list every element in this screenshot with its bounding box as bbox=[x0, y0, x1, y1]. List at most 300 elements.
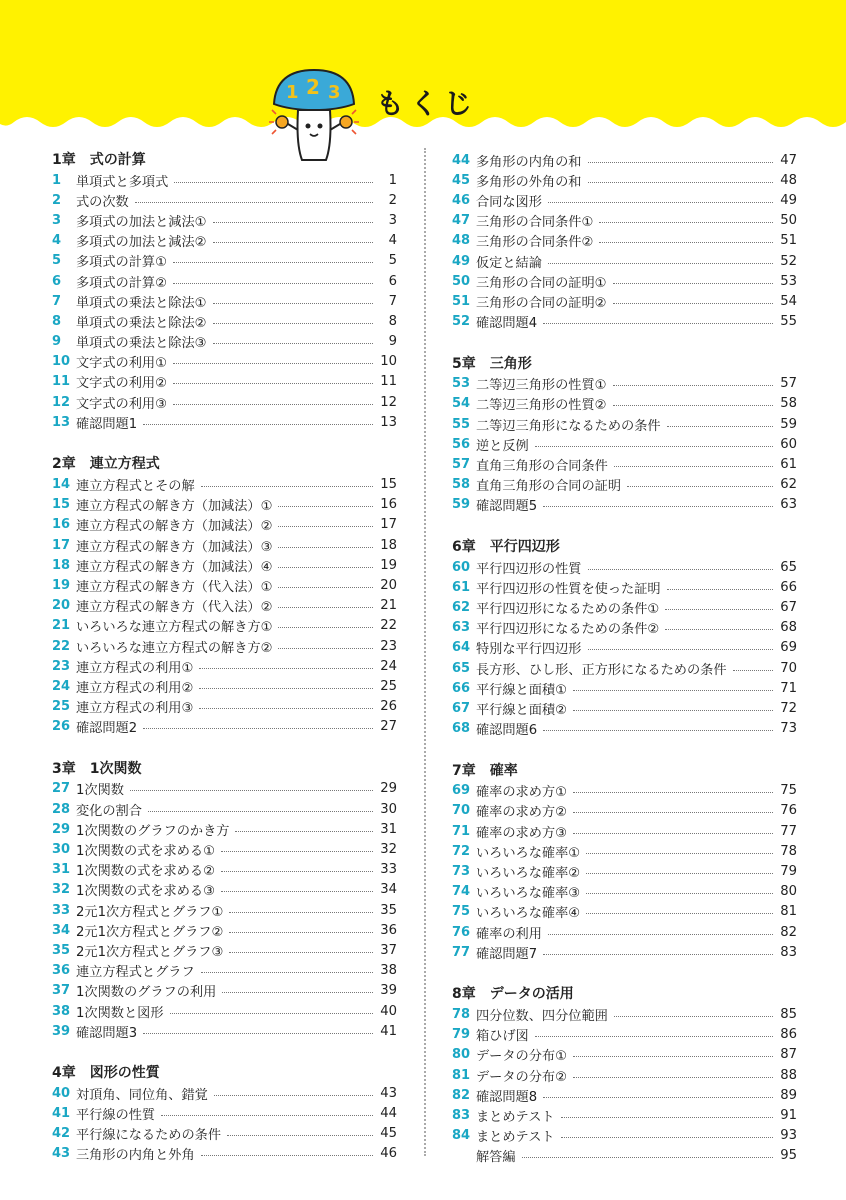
entry-page-number: 19 bbox=[380, 557, 397, 573]
dot-leader bbox=[213, 242, 373, 243]
entry-title: 確率の利用 bbox=[476, 926, 542, 942]
entry-page-number: 75 bbox=[780, 783, 797, 799]
entry-page-number: 45 bbox=[380, 1126, 397, 1142]
entry-page-number: 66 bbox=[780, 579, 797, 595]
toc-entry[interactable] bbox=[52, 779, 397, 799]
entry-title: 連立方程式の解き方（加減法）④ bbox=[76, 559, 273, 575]
entry-title: 確認問題7 bbox=[476, 946, 538, 962]
toc-entry[interactable] bbox=[452, 597, 797, 617]
entry-page-number: 72 bbox=[780, 700, 797, 716]
dot-leader bbox=[143, 1033, 373, 1034]
dot-leader bbox=[173, 383, 373, 384]
toc-entry[interactable] bbox=[452, 1146, 797, 1166]
entry-number: 18 bbox=[52, 557, 71, 573]
entry-page-number: 57 bbox=[780, 376, 797, 392]
toc-entry[interactable] bbox=[452, 271, 797, 291]
dot-leader bbox=[543, 1097, 773, 1098]
entry-page-number: 82 bbox=[780, 924, 797, 940]
toc-entry[interactable] bbox=[52, 210, 397, 230]
entry-page-number: 89 bbox=[780, 1087, 797, 1103]
dot-leader bbox=[573, 710, 773, 711]
entry-page-number: 80 bbox=[780, 884, 797, 900]
entry-number: 80 bbox=[452, 1047, 471, 1063]
toc-entry[interactable] bbox=[452, 1025, 797, 1045]
toc-entry[interactable] bbox=[52, 880, 397, 900]
toc-entry[interactable] bbox=[52, 291, 397, 311]
dot-leader bbox=[614, 466, 773, 467]
toc-entry[interactable] bbox=[452, 211, 797, 231]
dot-leader bbox=[278, 627, 373, 628]
entry-number: 24 bbox=[52, 678, 71, 694]
entry-number: 67 bbox=[452, 700, 471, 716]
dot-leader bbox=[586, 873, 773, 874]
dot-leader bbox=[613, 405, 773, 406]
entry-page-number: 37 bbox=[380, 942, 397, 958]
entry-page-number: 44 bbox=[380, 1106, 397, 1122]
entry-page-number: 33 bbox=[380, 862, 397, 878]
entry-page-number: 1 bbox=[388, 172, 397, 188]
entry-page-number: 3 bbox=[388, 212, 397, 228]
toc-entry[interactable] bbox=[452, 190, 797, 210]
entry-page-number: 61 bbox=[780, 457, 797, 473]
dot-leader bbox=[586, 913, 773, 914]
column-divider bbox=[424, 148, 426, 1156]
entry-page-number: 70 bbox=[780, 660, 797, 676]
toc-entry[interactable] bbox=[52, 392, 397, 412]
entry-number: 45 bbox=[452, 172, 471, 188]
entry-page-number: 60 bbox=[780, 436, 797, 452]
dot-leader bbox=[535, 446, 773, 447]
header-banner bbox=[0, 0, 846, 150]
entry-title: 二等辺三角形になるための条件 bbox=[476, 418, 661, 434]
entry-number: 14 bbox=[52, 477, 71, 493]
toc-entry[interactable] bbox=[52, 1083, 397, 1103]
entry-page-number: 32 bbox=[380, 842, 397, 858]
dot-leader bbox=[221, 871, 373, 872]
svg-text:1: 1 bbox=[286, 82, 299, 103]
entry-number: 61 bbox=[452, 579, 471, 595]
toc-entry[interactable] bbox=[52, 697, 397, 717]
dot-leader bbox=[201, 486, 373, 487]
dot-leader bbox=[613, 385, 773, 386]
toc-entry[interactable] bbox=[52, 575, 397, 595]
entry-number: 34 bbox=[52, 922, 71, 938]
dot-leader bbox=[613, 283, 773, 284]
toc-entry[interactable] bbox=[52, 1144, 397, 1164]
entry-number: 16 bbox=[52, 517, 71, 533]
entry-page-number: 52 bbox=[780, 253, 797, 269]
entry-title: 単項式の乗法と除法③ bbox=[76, 336, 207, 352]
entry-title: 三角形の合同条件② bbox=[476, 235, 594, 251]
entry-number: 48 bbox=[452, 233, 471, 249]
entry-title: 箱ひげ図 bbox=[476, 1029, 529, 1045]
entry-title: 連立方程式の解き方（代入法）① bbox=[76, 579, 273, 595]
entry-number: 56 bbox=[452, 436, 471, 452]
dot-leader bbox=[573, 792, 773, 793]
dot-leader bbox=[278, 587, 373, 588]
entry-title: 1次関数 bbox=[76, 783, 124, 799]
dot-leader bbox=[588, 162, 774, 163]
dot-leader bbox=[213, 323, 373, 324]
toc-entry[interactable] bbox=[452, 434, 797, 454]
entry-title: 連立方程式の利用① bbox=[76, 660, 194, 676]
dot-leader bbox=[174, 182, 373, 183]
dot-leader bbox=[201, 1155, 373, 1156]
entry-page-number: 58 bbox=[780, 396, 797, 412]
entry-title: 多角形の内角の和 bbox=[476, 154, 582, 170]
dot-leader bbox=[161, 1115, 373, 1116]
toc-entry[interactable] bbox=[52, 474, 397, 494]
dot-leader bbox=[613, 303, 773, 304]
entry-number: 66 bbox=[452, 680, 471, 696]
toc-entry[interactable] bbox=[52, 717, 397, 737]
toc-entry[interactable] bbox=[52, 271, 397, 291]
toc-entry[interactable] bbox=[52, 170, 397, 190]
dot-leader bbox=[199, 668, 373, 669]
entry-title: 平行線と面積① bbox=[476, 682, 567, 698]
entry-number: 23 bbox=[52, 658, 71, 674]
section-spacer bbox=[52, 432, 397, 454]
entry-page-number: 81 bbox=[780, 904, 797, 920]
entry-title: 単項式と多項式 bbox=[76, 174, 169, 190]
entry-page-number: 17 bbox=[380, 517, 397, 533]
toc-entry[interactable] bbox=[452, 170, 797, 190]
toc-entry[interactable] bbox=[452, 821, 797, 841]
entry-title: 平行四辺形の性質を使った証明 bbox=[476, 581, 661, 597]
entry-page-number: 7 bbox=[388, 293, 397, 309]
entry-number: 73 bbox=[452, 864, 471, 880]
entry-number: 30 bbox=[52, 842, 71, 858]
toc-entry[interactable] bbox=[52, 1124, 397, 1144]
entry-page-number: 59 bbox=[780, 416, 797, 432]
toc-entry[interactable] bbox=[452, 882, 797, 902]
toc-entry[interactable] bbox=[452, 374, 797, 394]
toc-entry[interactable] bbox=[52, 940, 397, 960]
entry-title: 連立方程式とその解 bbox=[76, 479, 195, 495]
toc-entry[interactable] bbox=[452, 1126, 797, 1146]
entry-page-number: 12 bbox=[380, 394, 397, 410]
entry-number: 10 bbox=[52, 354, 71, 370]
entry-number: 63 bbox=[452, 620, 471, 636]
dot-leader bbox=[543, 323, 773, 324]
entry-page-number: 85 bbox=[780, 1006, 797, 1022]
toc-entry[interactable] bbox=[52, 1021, 397, 1041]
dot-leader bbox=[543, 730, 773, 731]
entry-page-number: 62 bbox=[780, 477, 797, 493]
entry-title: 平行線の性質 bbox=[76, 1108, 156, 1124]
entry-page-number: 25 bbox=[380, 678, 397, 694]
entry-page-number: 39 bbox=[380, 983, 397, 999]
toc-entry[interactable] bbox=[452, 312, 797, 332]
dot-leader bbox=[135, 202, 373, 203]
entry-page-number: 23 bbox=[380, 638, 397, 654]
entry-number: 31 bbox=[52, 862, 71, 878]
entry-page-number: 49 bbox=[780, 192, 797, 208]
toc-entry[interactable] bbox=[452, 414, 797, 434]
toc-entry[interactable] bbox=[52, 616, 397, 636]
chapter-heading: 8章 データの活用 bbox=[452, 986, 574, 1003]
toc-entry[interactable] bbox=[52, 981, 397, 1001]
toc-entry[interactable] bbox=[452, 922, 797, 942]
chapter-heading: 2章 連立方程式 bbox=[52, 456, 160, 473]
toc-entry[interactable] bbox=[52, 535, 397, 555]
entry-title: 連立方程式とグラフ bbox=[76, 965, 195, 981]
toc-entry[interactable] bbox=[52, 1104, 397, 1124]
toc-entry[interactable] bbox=[452, 291, 797, 311]
toc-entry[interactable] bbox=[52, 495, 397, 515]
entry-number: 15 bbox=[52, 497, 71, 513]
section-spacer bbox=[452, 962, 797, 984]
entry-number: 32 bbox=[52, 882, 71, 898]
entry-number: 43 bbox=[52, 1146, 71, 1162]
dot-leader bbox=[573, 812, 773, 813]
toc-entry[interactable] bbox=[52, 332, 397, 352]
entry-number: 58 bbox=[452, 477, 471, 493]
entry-page-number: 6 bbox=[388, 273, 397, 289]
toc-entry[interactable] bbox=[452, 231, 797, 251]
entry-page-number: 29 bbox=[380, 781, 397, 797]
dot-leader bbox=[221, 851, 373, 852]
entry-number: 3 bbox=[52, 212, 62, 228]
entry-title: 三角形の合同の証明② bbox=[476, 295, 607, 311]
toc-entry[interactable] bbox=[52, 251, 397, 271]
toc-entry[interactable] bbox=[52, 676, 397, 696]
dot-leader bbox=[227, 1135, 373, 1136]
entry-title: 文字式の利用① bbox=[76, 356, 167, 372]
toc-entry[interactable] bbox=[52, 839, 397, 859]
toc-right-column bbox=[452, 150, 797, 1166]
entry-title: 確率の求め方② bbox=[476, 805, 567, 821]
toc-entry[interactable] bbox=[452, 638, 797, 658]
entry-title: 三角形の内角と外角 bbox=[76, 1148, 195, 1164]
dot-leader bbox=[573, 1077, 773, 1078]
entry-number: 55 bbox=[452, 416, 471, 432]
toc-entry[interactable] bbox=[52, 860, 397, 880]
entry-number: 44 bbox=[452, 152, 471, 168]
dot-leader bbox=[143, 728, 373, 729]
entry-page-number: 86 bbox=[780, 1027, 797, 1043]
toc-entry[interactable] bbox=[452, 1065, 797, 1085]
toc-entry[interactable] bbox=[452, 150, 797, 170]
entry-title: 1次関数のグラフのかき方 bbox=[76, 823, 230, 839]
entry-title: 直角三角形の合同条件 bbox=[476, 459, 608, 475]
entry-number: 38 bbox=[52, 1003, 71, 1019]
entry-number: 77 bbox=[452, 944, 471, 960]
toc-entry[interactable] bbox=[52, 596, 397, 616]
toc-entry[interactable] bbox=[452, 454, 797, 474]
toc-entry[interactable] bbox=[452, 1105, 797, 1125]
chapter-heading: 4章 図形の性質 bbox=[52, 1065, 160, 1082]
entry-number: 39 bbox=[52, 1023, 71, 1039]
entry-number: 76 bbox=[452, 924, 471, 940]
dot-leader bbox=[543, 506, 773, 507]
entry-number: 71 bbox=[452, 823, 471, 839]
toc-entry[interactable] bbox=[452, 1045, 797, 1065]
toc-entry[interactable] bbox=[452, 658, 797, 678]
toc-section bbox=[52, 150, 397, 432]
entry-title: 多角形の外角の和 bbox=[476, 174, 582, 190]
entry-title: 2元1次方程式とグラフ② bbox=[76, 924, 224, 940]
entry-page-number: 93 bbox=[780, 1128, 797, 1144]
entry-number: 49 bbox=[452, 253, 471, 269]
toc-entry[interactable] bbox=[52, 920, 397, 940]
toc-entry[interactable] bbox=[52, 412, 397, 432]
entry-title: 1次関数の式を求める① bbox=[76, 844, 215, 860]
entry-number: 12 bbox=[52, 394, 71, 410]
toc-entry[interactable] bbox=[52, 900, 397, 920]
toc-entry[interactable] bbox=[452, 557, 797, 577]
toc-entry[interactable] bbox=[452, 251, 797, 271]
section-spacer bbox=[452, 515, 797, 537]
entry-title: 変化の割合 bbox=[76, 803, 142, 819]
entry-title: 平行四辺形の性質 bbox=[476, 561, 582, 577]
toc-entry[interactable] bbox=[452, 942, 797, 962]
toc-entry[interactable] bbox=[452, 577, 797, 597]
entry-number: 1 bbox=[52, 172, 62, 188]
dot-leader bbox=[586, 853, 773, 854]
toc-entry[interactable] bbox=[52, 231, 397, 251]
toc-entry[interactable] bbox=[52, 190, 397, 210]
entry-page-number: 20 bbox=[380, 577, 397, 593]
dot-leader bbox=[130, 790, 373, 791]
toc-entry[interactable] bbox=[52, 799, 397, 819]
dot-leader bbox=[599, 222, 773, 223]
entry-number: 62 bbox=[452, 599, 471, 615]
toc-entry[interactable] bbox=[52, 636, 397, 656]
dot-leader bbox=[199, 688, 373, 689]
entry-page-number: 76 bbox=[780, 803, 797, 819]
entry-page-number: 8 bbox=[388, 313, 397, 329]
entry-title: 長方形、ひし形、正方形になるための条件 bbox=[476, 662, 727, 678]
toc-entry[interactable] bbox=[52, 311, 397, 331]
toc-entry[interactable] bbox=[452, 719, 797, 739]
dot-leader bbox=[733, 670, 773, 671]
entry-title: 三角形の合同条件① bbox=[476, 215, 594, 231]
entry-number: 28 bbox=[52, 801, 71, 817]
entry-number: 13 bbox=[52, 414, 71, 430]
toc-entry[interactable] bbox=[452, 801, 797, 821]
toc-entry[interactable] bbox=[452, 1004, 797, 1024]
dot-leader bbox=[573, 1056, 773, 1057]
dot-leader bbox=[588, 569, 774, 570]
toc-section bbox=[452, 150, 797, 332]
entry-page-number: 18 bbox=[380, 537, 397, 553]
toc-entry[interactable] bbox=[452, 902, 797, 922]
toc-entry[interactable] bbox=[452, 1085, 797, 1105]
dot-leader bbox=[278, 547, 373, 548]
entry-page-number: 2 bbox=[388, 192, 397, 208]
dot-leader bbox=[535, 1036, 773, 1037]
entry-title: 多項式の加法と減法② bbox=[76, 235, 207, 251]
svg-text:2: 2 bbox=[306, 75, 320, 99]
entry-number: 6 bbox=[52, 273, 62, 289]
entry-page-number: 55 bbox=[780, 314, 797, 330]
entry-page-number: 34 bbox=[380, 882, 397, 898]
entry-page-number: 38 bbox=[380, 963, 397, 979]
toc-section bbox=[452, 962, 797, 1166]
entry-page-number: 35 bbox=[380, 902, 397, 918]
dot-leader bbox=[229, 952, 373, 953]
entry-title: 確認問題8 bbox=[476, 1089, 538, 1105]
svg-text:3: 3 bbox=[328, 82, 341, 103]
dot-leader bbox=[229, 932, 373, 933]
dot-leader bbox=[588, 182, 774, 183]
chapter-heading: 7章 確率 bbox=[452, 762, 518, 779]
toc-entry[interactable] bbox=[52, 372, 397, 392]
dot-leader bbox=[222, 992, 373, 993]
entry-number: 46 bbox=[452, 192, 471, 208]
chapter-heading: 3章 1次関数 bbox=[52, 760, 142, 777]
toc-entry[interactable] bbox=[452, 841, 797, 861]
entry-number: 50 bbox=[452, 273, 471, 289]
entry-title: 1次関数と図形 bbox=[76, 1005, 164, 1021]
toc-entry[interactable] bbox=[52, 961, 397, 981]
toc-entry[interactable] bbox=[452, 495, 797, 515]
toc-entry[interactable] bbox=[52, 1001, 397, 1021]
entry-number: 83 bbox=[452, 1107, 471, 1123]
entry-page-number: 83 bbox=[780, 944, 797, 960]
dot-leader bbox=[199, 708, 373, 709]
entry-page-number: 73 bbox=[780, 721, 797, 737]
toc-entry[interactable] bbox=[52, 352, 397, 372]
dot-leader bbox=[586, 893, 773, 894]
entry-title: 確率の求め方③ bbox=[476, 825, 567, 841]
toc-entry[interactable] bbox=[52, 819, 397, 839]
toc-entry[interactable] bbox=[452, 698, 797, 718]
entry-page-number: 78 bbox=[780, 843, 797, 859]
entry-title: 連立方程式の解き方（代入法）② bbox=[76, 600, 273, 616]
entry-number: 57 bbox=[452, 457, 471, 473]
entry-title: 平行線と面積② bbox=[476, 702, 567, 718]
dot-leader bbox=[548, 263, 773, 264]
entry-number: 4 bbox=[52, 233, 62, 249]
toc-entry[interactable] bbox=[452, 618, 797, 638]
entry-title: いろいろな連立方程式の解き方① bbox=[76, 620, 273, 636]
toc-section bbox=[52, 1041, 397, 1164]
dot-leader bbox=[665, 609, 773, 610]
entry-number: 42 bbox=[52, 1126, 71, 1142]
dot-leader bbox=[173, 363, 373, 364]
toc-entry[interactable] bbox=[452, 394, 797, 414]
entry-number: 11 bbox=[52, 374, 71, 390]
toc-entry[interactable] bbox=[52, 515, 397, 535]
toc-section bbox=[52, 432, 397, 736]
toc-entry[interactable] bbox=[452, 475, 797, 495]
entry-number: 82 bbox=[452, 1087, 471, 1103]
toc-entry[interactable] bbox=[452, 678, 797, 698]
entry-page-number: 79 bbox=[780, 864, 797, 880]
entry-title: 確認問題1 bbox=[76, 416, 138, 432]
toc-entry[interactable] bbox=[452, 861, 797, 881]
entry-page-number: 65 bbox=[780, 559, 797, 575]
toc-entry[interactable] bbox=[52, 656, 397, 676]
toc-entry[interactable] bbox=[52, 555, 397, 575]
entry-title: データの分布② bbox=[476, 1069, 567, 1085]
entry-number: 25 bbox=[52, 699, 71, 715]
entry-number: 70 bbox=[452, 803, 471, 819]
dot-leader bbox=[667, 426, 773, 427]
dot-leader bbox=[665, 629, 773, 630]
toc-entry[interactable] bbox=[452, 781, 797, 801]
dot-leader bbox=[548, 202, 773, 203]
entry-title: 1次関数の式を求める② bbox=[76, 864, 215, 880]
entry-page-number: 50 bbox=[780, 213, 797, 229]
entry-number: 40 bbox=[52, 1085, 71, 1101]
entry-title: 連立方程式の利用③ bbox=[76, 701, 194, 717]
dot-leader bbox=[214, 1095, 373, 1096]
entry-title: 平行四辺形になるための条件② bbox=[476, 622, 660, 638]
toc-left-column bbox=[52, 150, 397, 1164]
